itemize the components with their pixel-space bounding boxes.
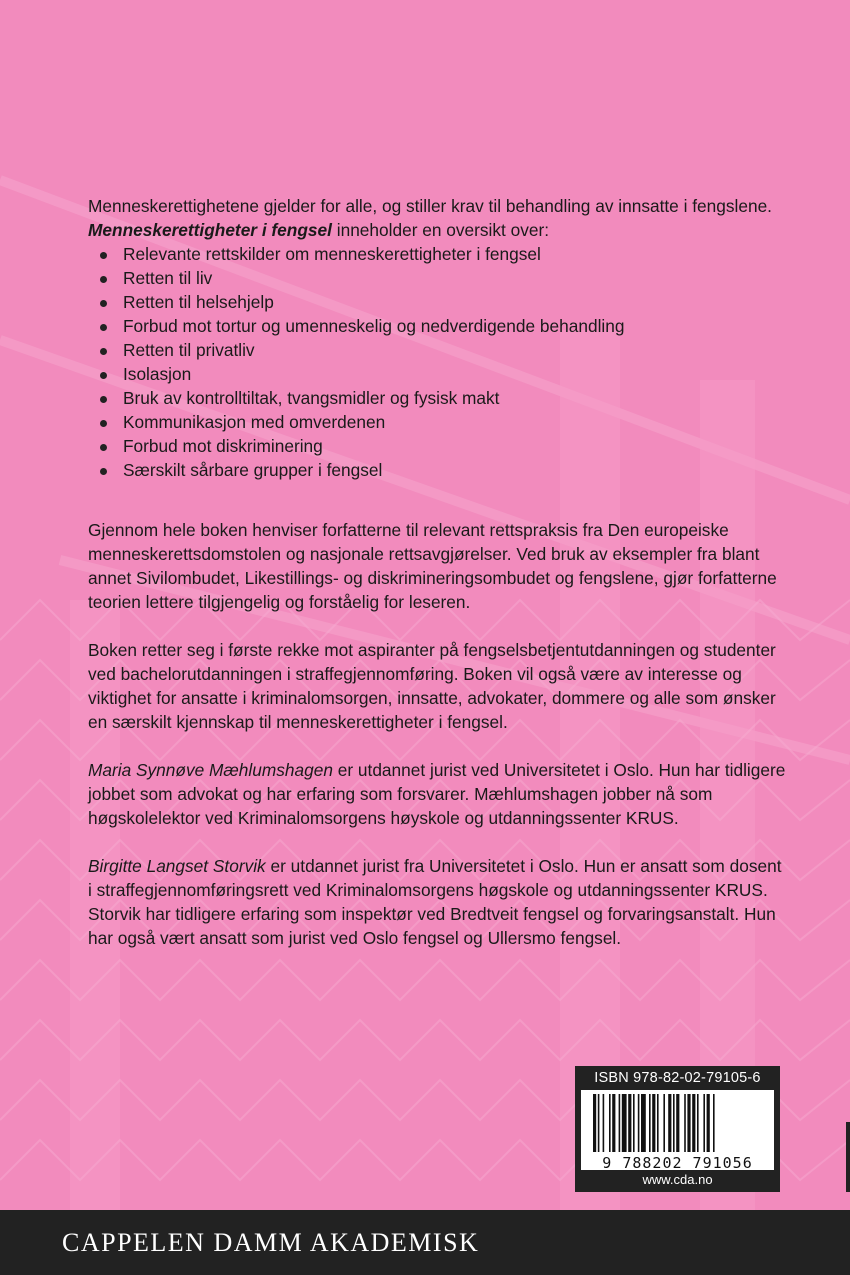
barcode-bar bbox=[692, 1094, 695, 1152]
publisher-name: CAPPELEN DAMM AKADEMISK bbox=[62, 1228, 480, 1257]
barcode-bar bbox=[619, 1094, 621, 1152]
isbn-label: ISBN 978-82-02-79105-6 bbox=[594, 1070, 761, 1086]
list-item: Bruk av kontrolltiltak, tvangsmidler og fysisk makt bbox=[88, 386, 788, 410]
author-2-name: Birgitte Langset Storvik bbox=[88, 856, 266, 876]
barcode-digits: 9 788202 791056 bbox=[602, 1154, 753, 1172]
barcode-bar bbox=[638, 1094, 640, 1152]
barcode-box bbox=[575, 1066, 780, 1192]
barcode-bar bbox=[687, 1094, 690, 1152]
list-item: Retten til privatliv bbox=[88, 338, 788, 362]
back-cover-text bbox=[88, 194, 788, 950]
barcode-bar bbox=[707, 1094, 710, 1152]
audience-paragraph: Boken retter seg i første rekke mot aspiranter på fengselsbetjentutdanningen og studenter ved bachelorutdanningen i straffegjennomføring. Boken vil også være av interesse og viktighet for ansatte i kriminalomsorgen, innsatte, advokater, dommere og alle som ønsker en særskilt kjennskap til menneskerettigheter i fengsel. bbox=[88, 640, 776, 732]
barcode-bar bbox=[676, 1094, 679, 1152]
barcode-bar bbox=[609, 1094, 611, 1152]
website-label: www.cda.no bbox=[642, 1172, 713, 1187]
intro-after-title: inneholder en oversikt over: bbox=[331, 220, 550, 240]
list-item: Retten til liv bbox=[88, 266, 788, 290]
list-item: Særskilt sårbare grupper i fengsel bbox=[88, 458, 788, 482]
barcode-bar bbox=[641, 1094, 646, 1152]
publisher-footer bbox=[0, 1210, 850, 1275]
list-item: Forbud mot diskriminering bbox=[88, 434, 788, 458]
list-item: Forbud mot tortur og umenneskelig og nedverdigende behandling bbox=[88, 314, 788, 338]
barcode bbox=[581, 1090, 774, 1170]
author-1-name: Maria Synnøve Mæhlumshagen bbox=[88, 760, 333, 780]
barcode-bar bbox=[598, 1094, 600, 1152]
barcode-bar bbox=[612, 1094, 615, 1152]
barcode-bar bbox=[673, 1094, 675, 1152]
intro-line: Menneskerettighetene gjelder for alle, og stiller krav til behandling av innsatte i fengslene. bbox=[88, 196, 772, 216]
topic-list bbox=[88, 242, 788, 482]
barcode-bar bbox=[657, 1094, 659, 1152]
barcode-bar bbox=[628, 1094, 631, 1152]
book-title: Menneskerettigheter i fengsel bbox=[88, 220, 332, 240]
barcode-bar bbox=[684, 1094, 686, 1152]
author-2-text: er utdannet jurist fra Universitetet i Oslo. Hun er ansatt som dosent i straffegjennomføringsrett ved Kriminalomsorgens høgskole og utdanningssenter KRUS. Storvik har tidligere erfaring som inspektør ved Bredtveit fengsel og forvaringsanstalt. Hun har også vært ansatt som jurist ved Oslo fengsel og Ullersmo fengsel. bbox=[88, 856, 782, 948]
barcode-bar bbox=[593, 1094, 596, 1152]
intro-paragraph bbox=[88, 194, 788, 242]
barcode-bar bbox=[652, 1094, 655, 1152]
barcode-bar bbox=[663, 1094, 665, 1152]
author-2-bio bbox=[88, 854, 788, 950]
list-item: Relevante rettskilder om menneskerettigheter i fengsel bbox=[88, 242, 788, 266]
barcode-bar bbox=[622, 1094, 627, 1152]
barcode-bar bbox=[649, 1094, 651, 1152]
list-item: Kommunikasjon med omverdenen bbox=[88, 410, 788, 434]
barcode-bar bbox=[697, 1094, 699, 1152]
edge-mark bbox=[846, 1122, 850, 1192]
barcode-bar bbox=[668, 1094, 671, 1152]
barcode-bar bbox=[603, 1094, 605, 1152]
list-item: Retten til helsehjelp bbox=[88, 290, 788, 314]
author-1-text: er utdannet jurist ved Universitetet i Oslo. Hun har tidligere jobbet som advokat og har erfaring som forsvarer. Mæhlumshagen jobber nå som høgskolelektor ved Kriminalomsorgens høyskole og utdanningssenter KRUS. bbox=[88, 760, 786, 828]
author-1-bio bbox=[88, 758, 788, 830]
barcode-bar bbox=[633, 1094, 635, 1152]
practice-paragraph: Gjennom hele boken henviser forfatterne til relevant rettspraksis fra Den europeiske menneskerettsdomstolen og nasjonale rettsavgjørelser. Ved bruk av eksempler fra blant annet Sivilombudet, Likestillings- og diskrimineringsombudet og fengslene, gjør forfatterne teorien lettere tilgjengelig og forståelig for leseren. bbox=[88, 520, 777, 612]
barcode-bar bbox=[713, 1094, 715, 1152]
list-item: Isolasjon bbox=[88, 362, 788, 386]
barcode-bar bbox=[703, 1094, 705, 1152]
